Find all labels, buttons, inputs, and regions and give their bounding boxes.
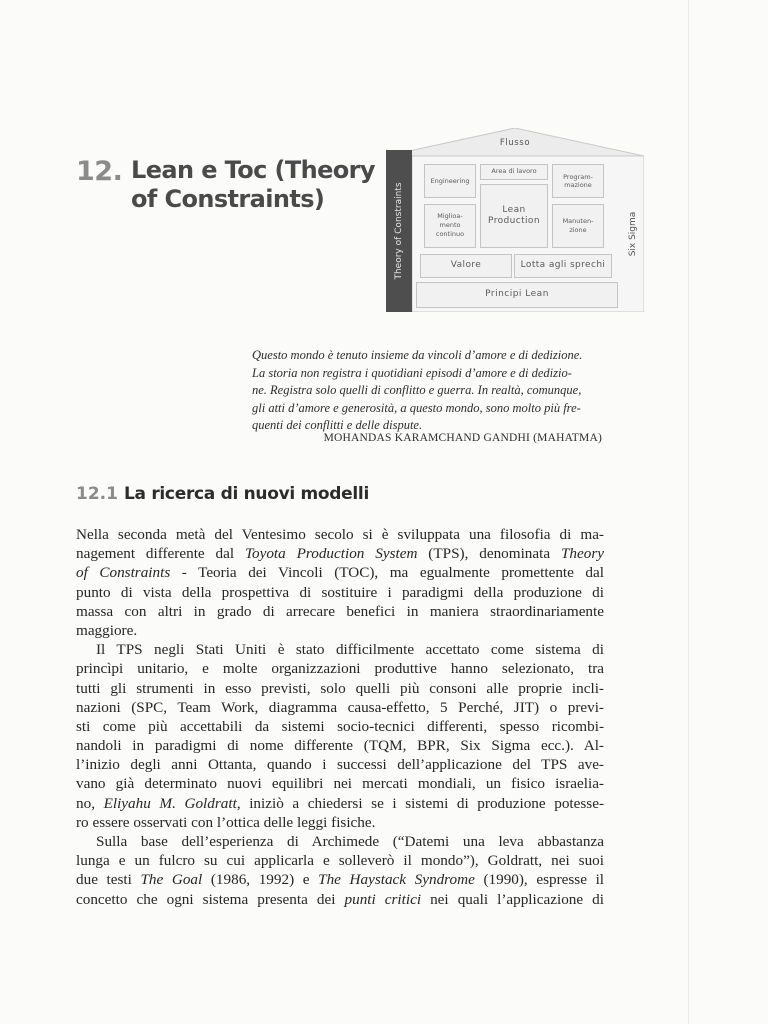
text-line: Sulla base dell’esperienza di Archimede (“Datemi una leva abbastanza (96, 833, 604, 850)
text-line: princìpi unitario, e molte organizzazioni produttive hanno selezionato, tra (76, 660, 604, 678)
lean-house-diagram (386, 128, 644, 312)
toc-side-label: Theory of Constraints (394, 182, 404, 280)
text-line: massa con altri in grado di arrecare benefici in maniera straordinariamente (76, 602, 604, 620)
epigraph-line: gli atti d’amore e generosità, a questo mondo, sono molto più fre- (252, 400, 581, 415)
epigraph-quote (252, 347, 612, 435)
page-edge-shadow (688, 0, 689, 1024)
box-programmazione: Program- mazione (552, 164, 604, 198)
chapter-title-line-1: Lean e Toc (Theory (131, 156, 375, 184)
text-line: l’inizio degli anni Ottanta, quando i successi dell’applicazione del TPS ave- (76, 756, 604, 774)
text-line: sti come più accettabili da sistemi socio-tecnici differenti, spesso ricombi- (76, 717, 604, 735)
text-line: of Constraints - Teoria dei Vincoli (TOC), ma egualmente promettente dal (76, 564, 604, 582)
box-valore: Valore (420, 254, 512, 278)
text-line: nagement differente dal Toyota Production System (TPS), denominata Theory (76, 545, 605, 563)
epigraph-line: ne. Registra solo quelli di conflitto e guerra. In realtà, comunque, (252, 383, 582, 397)
epigraph-line: Questo mondo è tenuto insieme da vincoli d’amore e di dedizione. (252, 348, 583, 362)
box-manutenzione: Manuten- zione (552, 204, 604, 248)
box-engineering: Engineering (424, 164, 476, 198)
section-number: 12.1 (76, 484, 118, 504)
text-line: lunga e un fulcro su cui applicarla e solleverò il mondo”), Goldratt, nei suoi (76, 852, 604, 870)
epigraph-line: quenti dei conflitti e delle dispute. (252, 418, 423, 432)
body-text (76, 525, 604, 909)
text-line: nazioni (SPC, Team Work, diagramma causa-effetto, 5 Perché, JIT) o previ- (76, 698, 604, 716)
text-line: ro essere osservati con l’ottica delle leggi fisiche. (76, 813, 376, 831)
epigraph-author: MOHANDAS KARAMCHAND GANDHI (MAHATMA) (323, 432, 602, 444)
box-lotta-sprechi: Lotta agli sprechi (514, 254, 612, 278)
text-line: vano già determinato nuovi equilibri nei mercati mondiali, un fisico israelia- (76, 775, 604, 793)
box-lean-production: Lean Production (480, 184, 548, 248)
box-area-lavoro: Area di lavoro (480, 164, 548, 180)
paragraph-1 (76, 525, 604, 640)
paragraph-2 (76, 640, 604, 832)
roof-label: Flusso (499, 138, 531, 148)
text-line: Il TPS negli Stati Uniti è stato difficilmente accettato come sistema di (96, 641, 604, 659)
text-line: tutti gli strumenti in esso previsti, solo quelli più consoni alle proprie incli- (76, 679, 604, 697)
text-line: maggiore. (76, 621, 138, 639)
six-sigma-side-label: Six Sigma (628, 211, 638, 257)
chapter-title-line-2: of Constraints) (131, 185, 325, 213)
text-line: Nella seconda metà del Ventesimo secolo si è sviluppata una filosofia di ma- (76, 526, 604, 543)
epigraph-line: La storia non registra i quotidiani episodi d’amore e di dedizio- (252, 365, 572, 380)
paragraph-3 (76, 832, 604, 909)
text-line: nandoli in paradigmi di nome differente (TQM, BPR, Six Sigma ecc.). Al- (76, 737, 604, 755)
chapter-title (131, 156, 391, 214)
text-line: punto di vista della prospettiva di sostituire i paradigmi della produzione di (76, 583, 604, 601)
box-miglioramento: Miglioa- mento continuo (424, 204, 476, 248)
chapter-number: 12. (76, 156, 123, 187)
text-line: concetto che ogni sistema presenta dei punti critici nei quali l’applicazione di (76, 890, 604, 908)
section-title: La ricerca di nuovi modelli (124, 484, 369, 504)
text-line: due testi The Goal (1986, 1992) e The Haystack Syndrome (1990), espresse il (76, 871, 605, 889)
box-principi-lean: Principi Lean (416, 282, 618, 308)
text-line: no, Eliyahu M. Goldratt, iniziò a chiedersi se i sistemi di produzione potesse- (76, 794, 604, 812)
